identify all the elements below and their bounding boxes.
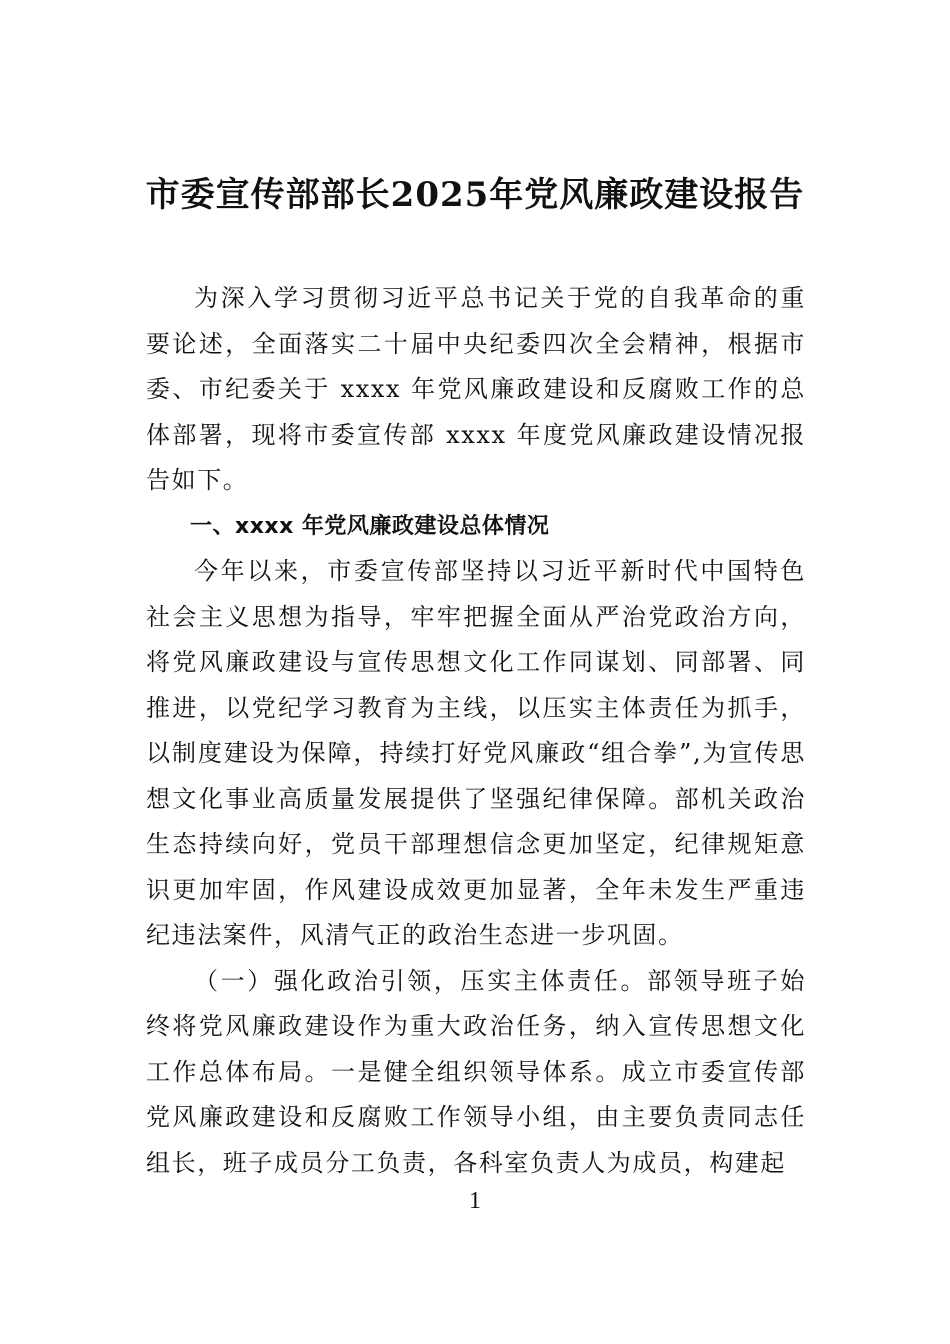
section-1-heading: 一、xxxx 年党风廉政建设总体情况 <box>190 513 550 539</box>
intro-paragraph: 为深入学习贯彻习近平总书记关于党的自我革命的重要论述，全面落实二十届中央纪委四次全会精神，根据市委、市纪委关于 xxxx 年党风廉政建设和反腐败工作的总体部署，现将市委宣传部 xxxx 年度党风廉政建设情况报告如下。 <box>146 284 806 494</box>
document-title: 市委宣传部部长2025年党风廉政建设报告 <box>145 175 805 215</box>
section-1-paragraph: 今年以来，市委宣传部坚持以习近平新时代中国特色社会主义思想为指导，牢牢把握全面从严治党政治方向，将党风廉政建设与宣传思想文化工作同谋划、同部署、同推进，以党纪学习教育为主线，以压实主体责任为抓手，以制度建设为保障，持续打好党风廉政“组合拳”,为宣传思想文化事业高质量发展提供了坚强纪律保障。部机关政治生态持续向好，党员干部理想信念更加坚定，纪律规矩意识更加牢固，作风建设成效更加显著，全年未发生严重违纪违法案件，风清气正的政治生态进一步巩固。 <box>146 557 806 949</box>
subsection-1-paragraph: （一）强化政治引领，压实主体责任。部领导班子始终将党风廉政建设作为重大政治任务，纳入宣传思想文化工作总体布局。一是健全组织领导体系。成立市委宣传部党风廉政建设和反腐败工作领导小组，由主要负责同志任组长，班子成员分工负责，各科室负责人为成员，构建起 <box>146 966 806 1177</box>
page-number: 1 <box>469 1188 481 1214</box>
document-body <box>146 276 806 1186</box>
